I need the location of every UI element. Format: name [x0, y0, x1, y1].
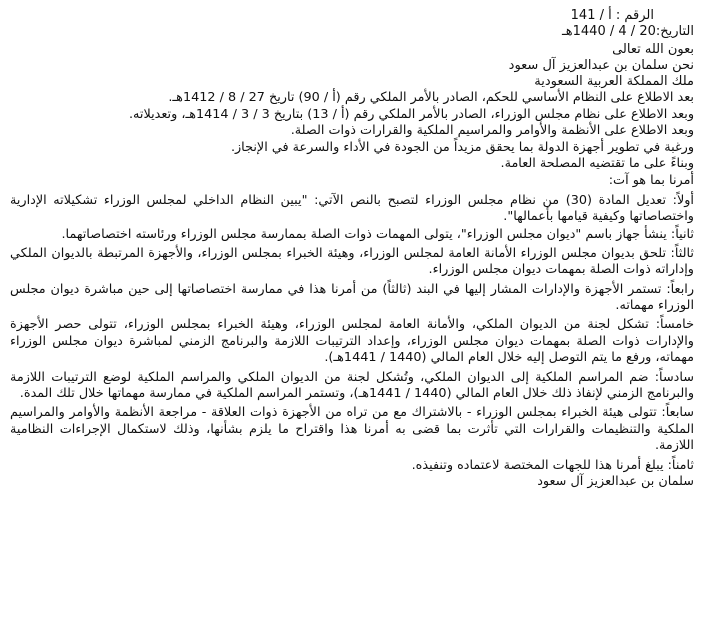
issuer-name: نحن سلمان بن عبدالعزيز آل سعود	[508, 58, 694, 73]
clause-4: رابعاً: تستمر الأجهزة والإدارات المشار إليها في البند (ثالثاً) من أمرنا هذا في ممارسة اختصاصاتها إلى حين مباشرة ديوان مجلس الوزراء مهماته.	[10, 281, 694, 313]
preamble-line: وبعد الاطلاع على نظام مجلس الوزراء، الصادر بالأمر الملكي رقم (أ / 13) بتاريخ 3 / 3 / 1414هـ، وتعديلاته.	[128, 106, 694, 122]
clause-5: خامساً: تشكل لجنة من الديوان الملكي، والأمانة العامة لمجلس الوزراء، وهيئة الخبراء بمجلس الوزراء، تتولى حصر الأجهزة والإدارات ذوات الصلة بمهمات ديوان مجلس الوزراء، وإعداد الترتيبات اللازمة والبرنامج الزمني لمباشرة ديوان مجلس الوزراء مهماته، ورفع ما يتم التوصل إليه خلال العام المالي (1440 / 1441هـ).	[10, 317, 694, 366]
issuer-title: ملك المملكة العربية السعودية	[534, 74, 694, 89]
basmala: بعون الله تعالى	[612, 42, 694, 57]
order-number: الرقم : أ / 141	[570, 8, 654, 23]
clause-1: أولاً: تعديل المادة (30) من نظام مجلس الوزراء لتصبح بالنص الآتي: "يبين النظام الداخلي لمجلس الوزراء تشكيلاته الإدارية واختصاصاتها وكيفية قيامها بأعمالها".	[10, 192, 694, 224]
clause-2: ثانياً: ينشأ جهاز باسم "ديوان مجلس الوزراء"، يتولى المهمات ذوات الصلة بممارسة مجلس الوزراء ورئاسته اختصاصاتهما.	[61, 227, 694, 243]
preamble-line: وبعد الاطلاع على الأنظمة والأوامر والمراسيم الملكية والقرارات ذوات الصلة.	[290, 123, 694, 139]
order-intro: أمرنا بما هو آت:	[608, 172, 694, 188]
preamble-line: بعد الاطلاع على النظام الأساسي للحكم، الصادر بالأمر الملكي رقم (أ / 90) تاريخ 27 / 8 / 1412هـ.	[168, 90, 694, 105]
order-date: التاريخ:20 / 4 / 1440هـ	[561, 24, 694, 39]
clause-8: ثامناً: يبلغ أمرنا هذا للجهات المختصة لاعتماده وتنفيذه.	[411, 457, 694, 473]
clause-6: سادساً: ضم المراسم الملكية إلى الديوان الملكي، وتُشكل لجنة من الديوان الملكي والمراسم الملكية لوضع الترتيبات اللازمة والبرنامج الزمني لإنفاذ ذلك خلال العام المالي (1440 / 1441هـ)، وتستمر المراسم الملكية في ممارسة مهماتها خلال تلك المدة.	[10, 369, 694, 402]
clause-3: ثالثاً: تلحق بديوان مجلس الوزراء الأمانة العامة لمجلس الوزراء، وهيئة الخبراء بمجلس الوزراء، والأجهزة المرتبطة بالديوان الملكي وإداراته ذوات الصلة بمهمات ديوان مجلس الوزراء.	[10, 245, 694, 278]
signature: سلمان بن عبدالعزيز آل سعود	[537, 474, 694, 490]
preamble-line: ورغبة في تطوير أجهزة الدولة بما يحقق مزيداً من الجودة في الأداء والسرعة في الإنجاز.	[230, 139, 694, 155]
preamble-line: وبناءً على ما تقتضيه المصلحة العامة.	[500, 156, 694, 172]
clause-7: سابعاً: تتولى هيئة الخبراء بمجلس الوزراء - بالاشتراك مع من تراه من الأجهزة ذوات العلاقة - مراجعة الأنظمة والأوامر والمراسيم الملكية والتنظيمات والقرارات التي تأثرت بما قضى به أمرنا هذا واقتراح ما يلزم بشأنها، وذلك لاستكمال الإجراءات النظامية اللازمة.	[10, 405, 694, 454]
